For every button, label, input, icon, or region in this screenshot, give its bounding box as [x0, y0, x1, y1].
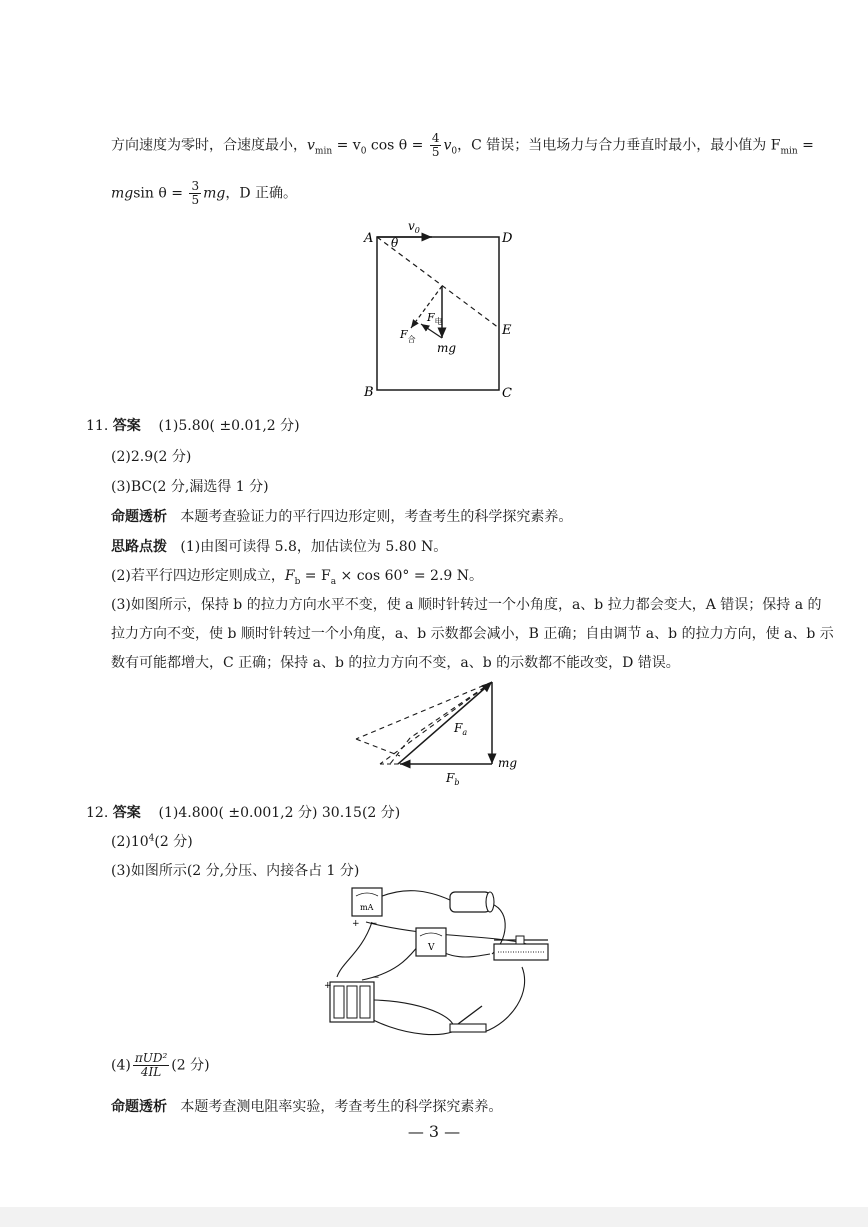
label-c: C [502, 386, 512, 401]
label-v0: $v_0$ [408, 220, 420, 235]
tips-label: 思路点拨 [111, 539, 167, 555]
text: mg [111, 185, 134, 202]
answer-part-1: (1)4.800( ±0.001,2 分) 30.15(2 分) [158, 805, 401, 821]
intent-label: 命题透析 [111, 1099, 167, 1115]
dashed-line-1 [356, 682, 492, 739]
dashed-line-4 [410, 682, 492, 738]
label-f-dian: $F_电$ [427, 311, 443, 326]
milliammeter [352, 888, 382, 929]
question-number: 11. [86, 418, 109, 434]
q12-answer-4 [111, 1052, 210, 1079]
svg-text:+: + [324, 981, 332, 991]
label-d: D [502, 231, 513, 246]
svg-text:V: V [428, 943, 435, 953]
wire-7 [484, 967, 525, 1032]
text: cos θ = [370, 137, 424, 154]
text: ，C 错误；当电场力与合力垂直时最小，最小值为 F [457, 137, 781, 154]
svg-text:−: − [370, 919, 378, 929]
label-mg: mg [437, 341, 457, 355]
figure-field-rectangle [360, 220, 530, 405]
switch [450, 1006, 486, 1032]
wire-5 [362, 944, 420, 980]
q12-answer-line [86, 802, 400, 822]
voltmeter [416, 928, 446, 956]
text: (2 分) [171, 1057, 210, 1074]
svg-text:mA: mA [360, 903, 374, 912]
dashed-line-2 [356, 739, 400, 756]
q11-answer-line [86, 415, 300, 435]
label-fb: $F_b$ [446, 771, 460, 787]
figure-circuit [322, 882, 562, 1042]
text: v [307, 137, 315, 154]
text: = F [300, 568, 331, 584]
denominator: 5 [431, 145, 440, 159]
intent-label: 命题透析 [111, 509, 167, 525]
dashed-line-5 [390, 738, 410, 764]
label-fa: $F_a$ [454, 721, 468, 737]
text: = [797, 137, 814, 154]
q12-answer-2 [111, 831, 193, 851]
f-dian-arrow [421, 324, 442, 338]
text: = v [332, 137, 361, 154]
figure-force-triangle [350, 676, 530, 796]
page-bottom-strip [0, 1207, 868, 1227]
denominator: 5 [191, 193, 200, 207]
numerator: 3 [191, 179, 200, 193]
tips-text-1: (1)由图可读得 5.8，加估读位为 5.80 N。 [180, 539, 448, 555]
text: × cos 60° = 2.9 N。 [336, 568, 484, 584]
label-theta: θ [391, 236, 399, 250]
answer-label: 答案 [112, 418, 141, 434]
text: 0 [360, 146, 367, 157]
numerator: πUD² [134, 1051, 168, 1065]
q11-answer-3: (3)BC(2 分,漏选得 1 分) [111, 479, 269, 495]
wire-6 [374, 1000, 454, 1032]
numerator: 4 [431, 131, 440, 145]
fraction [430, 132, 442, 159]
label-e: E [502, 323, 512, 338]
intro-line-1 [111, 132, 814, 159]
q11-intent [111, 506, 572, 526]
q11-tips-1 [111, 536, 447, 556]
q12-intent [111, 1096, 502, 1116]
answer-label: 答案 [112, 805, 141, 821]
text: b [294, 576, 301, 587]
dashed-line-3 [380, 682, 492, 764]
intent-text: 本题考查测电阻率实验，考查考生的科学探究素养。 [180, 1099, 503, 1115]
q12-answer-3: (3)如图所示(2 分,分压、内接各占 1 分) [111, 863, 360, 879]
resistor-wire-sample [450, 892, 494, 912]
text: min [314, 146, 333, 157]
text: 4 [148, 833, 155, 844]
intent-text: 本题考查验证力的平行四边形定则，考查考生的科学探究素养。 [180, 509, 573, 525]
text: a [330, 576, 337, 587]
fa-arrow [398, 682, 492, 764]
rheostat [494, 936, 548, 960]
battery-pack [324, 973, 380, 1022]
svg-text:−: − [372, 973, 380, 983]
text: ，D 正确。 [225, 185, 298, 202]
ae-dashed-line [377, 237, 499, 328]
page-number: — 3 — [407, 1122, 461, 1141]
label-mg: mg [498, 756, 518, 770]
denominator: 4IL [140, 1065, 162, 1079]
label-a: A [364, 231, 374, 246]
svg-text:+: + [352, 919, 360, 929]
answer-part-1: (1)5.80( ±0.01,2 分) [158, 418, 300, 434]
text: sin θ = [133, 185, 183, 202]
text: 方向速度为零时，合速度最小， [111, 137, 307, 154]
text: v [443, 137, 452, 154]
q11-tips-3-line-1: (3)如图所示，保持 b 的拉力方向水平不变，使 a 顺时针转过一个小角度，a、b 拉力都会变大，A 错误；保持 a 的 [111, 597, 822, 613]
q11-answer-2: (2)2.9(2 分) [111, 449, 192, 465]
text: mg [203, 185, 226, 202]
text: (2)若平行四边形定则成立， [111, 568, 285, 584]
rectangle-abcd [377, 237, 499, 390]
text: F [284, 568, 295, 584]
intro-line-2 [111, 180, 297, 207]
wire-3 [337, 922, 372, 977]
q11-tips-3-line-3: 数有可能都增大，C 正确；保持 a、b 的拉力方向不变，a、b 的示数都不能改变，D 错误。 [111, 655, 680, 671]
text: (4) [111, 1057, 131, 1074]
q11-tips-2 [111, 565, 483, 587]
text: (2 分) [154, 834, 193, 850]
text: 0 [451, 146, 458, 157]
label-f-he: $F_合$ [400, 328, 416, 344]
fraction [189, 180, 201, 207]
text: (2)10 [111, 834, 149, 850]
fraction [133, 1052, 169, 1079]
label-b: B [364, 385, 374, 400]
text: min [780, 146, 798, 157]
question-number: 12. [86, 805, 109, 821]
q11-tips-3-line-2: 拉力方向不变，使 b 顺时针转过一个小角度，a、b 示数都会减小，B 正确；自由调节 a、b 的拉力方向，使 a、b 示 [111, 626, 834, 642]
